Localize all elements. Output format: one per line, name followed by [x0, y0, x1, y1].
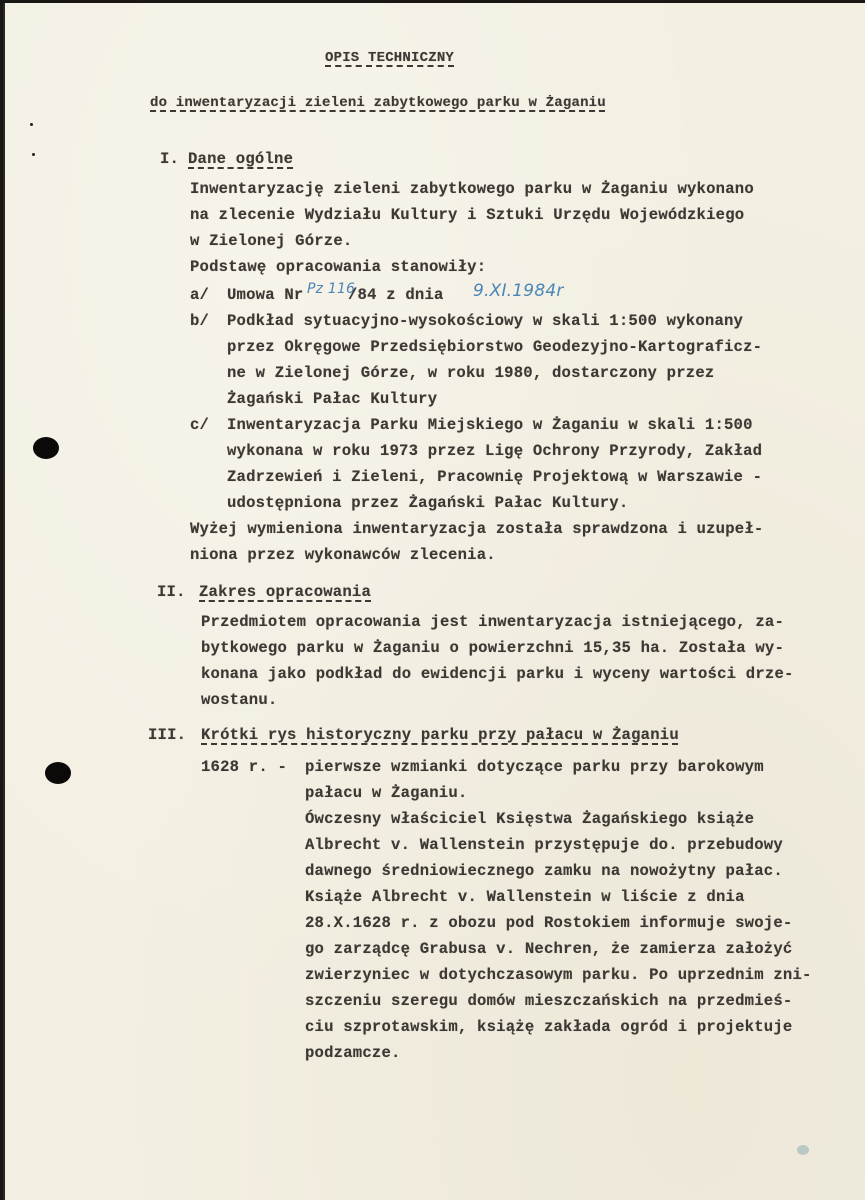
- paragraph-line: bytkowego parku w Żaganiu o powierzchni 15,35 ha. Została wy-: [201, 639, 785, 657]
- section-heading: Zakres opracowania: [199, 583, 372, 601]
- section-heading: Krótki rys historyczny parku przy pałacu w Żaganiu: [201, 726, 679, 744]
- paragraph-line: wostanu.: [201, 691, 278, 709]
- paragraph-line: pierwsze wzmianki dotyczące parku przy barokowym: [305, 758, 764, 776]
- list-marker: b/: [190, 312, 210, 330]
- ink-stain: [797, 1145, 809, 1155]
- paper-speck: [32, 153, 35, 156]
- paragraph-line: podzamcze.: [305, 1044, 401, 1062]
- paragraph-line: Książe Albrecht v. Wallenstein w liście z dnia: [305, 888, 745, 906]
- paragraph-line: Ówczesny właściciel Księstwa Żagańskiego książe: [305, 810, 755, 828]
- paragraph-line: Podkład sytuacyjno-wysokościowy w skali 1:500 wykonany: [227, 312, 744, 330]
- handwritten-contract-number: Pz 116: [307, 281, 356, 297]
- document-subtitle: do inwentaryzacji zieleni zabytkowego parku w Żaganiu: [150, 95, 606, 111]
- paragraph-line: dawnego średniowiecznego zamku na nowożytny pałac.: [305, 862, 783, 880]
- paragraph-line: w Zielonej Górze.: [190, 232, 353, 250]
- section-number: II.: [157, 583, 186, 601]
- punch-hole-top: [33, 437, 59, 459]
- punch-hole-bottom: [45, 762, 71, 784]
- paragraph-line: Podstawę opracowania stanowiły:: [190, 258, 487, 276]
- paragraph-line: zwierzyniec w dotychczasowym parku. Po uprzednim zni-: [305, 966, 812, 984]
- paragraph-line: udostępniona przez Żagański Pałac Kultury.: [227, 494, 629, 512]
- paragraph-line: go zarządcę Grabusa v. Nechren, że zamierza założyć: [305, 940, 793, 958]
- paragraph-line: wykonana w roku 1973 przez Ligę Ochrony Przyrody, Zakład: [227, 442, 763, 460]
- section-number: III.: [148, 726, 187, 744]
- paragraph-line: na zlecenie Wydziału Kultury i Sztuki Urzędu Wojewódzkiego: [190, 206, 745, 224]
- paragraph-line: Albrecht v. Wallenstein przystępuje do. przebudowy: [305, 836, 783, 854]
- document-page: [3, 3, 865, 1200]
- paragraph-line: Żagański Pałac Kultury: [227, 390, 438, 408]
- paragraph-line: Zadrzewień i Zieleni, Pracownię Projektową w Warszawie -: [227, 468, 763, 486]
- paragraph-line: szczeniu szeregu domów mieszczańskich na przedmieś-: [305, 992, 793, 1010]
- paragraph-line: Inwentaryzację zieleni zabytkowego parku w Żaganiu wykonano: [190, 180, 754, 198]
- paragraph-line: Przedmiotem opracowania jest inwentaryzacja istniejącego, za-: [201, 613, 785, 631]
- paragraph-line: Wyżej wymieniona inwentaryzacja została sprawdzona i uzupeł-: [190, 520, 764, 538]
- paragraph-line: ciu szprotawskim, książę zakłada ogród i projektuje: [305, 1018, 793, 1036]
- paragraph-line: 28.X.1628 r. z obozu pod Rostokiem informuje swoje-: [305, 914, 793, 932]
- paragraph-line: pałacu w Żaganiu.: [305, 784, 468, 802]
- paragraph-line: konana jako podkład do ewidencji parku i wyceny wartości drze-: [201, 665, 794, 683]
- list-marker: c/: [190, 416, 210, 434]
- paragraph-line: niona przez wykonawców zlecenia.: [190, 546, 496, 564]
- paragraph-line: przez Okręgowe Przedsiębiorstwo Geodezyjno-Kartograficz-: [227, 338, 763, 356]
- paper-speck: [30, 123, 33, 126]
- paragraph-line: Inwentaryzacja Parku Miejskiego w Żaganiu w skali 1:500: [227, 416, 753, 434]
- list-marker: a/: [190, 286, 210, 304]
- document-title: OPIS TECHNICZNY: [325, 50, 455, 66]
- contract-date-label: /84 z dnia: [348, 286, 444, 304]
- paragraph-line: ne w Zielonej Górze, w roku 1980, dostarczony przez: [227, 364, 715, 382]
- section-number: I.: [160, 150, 180, 168]
- contract-label: Umowa Nr: [227, 286, 304, 304]
- handwritten-date: 9.XI.1984r: [473, 281, 564, 301]
- section-heading: Dane ogólne: [188, 150, 294, 168]
- timeline-year: 1628 r. -: [201, 758, 288, 776]
